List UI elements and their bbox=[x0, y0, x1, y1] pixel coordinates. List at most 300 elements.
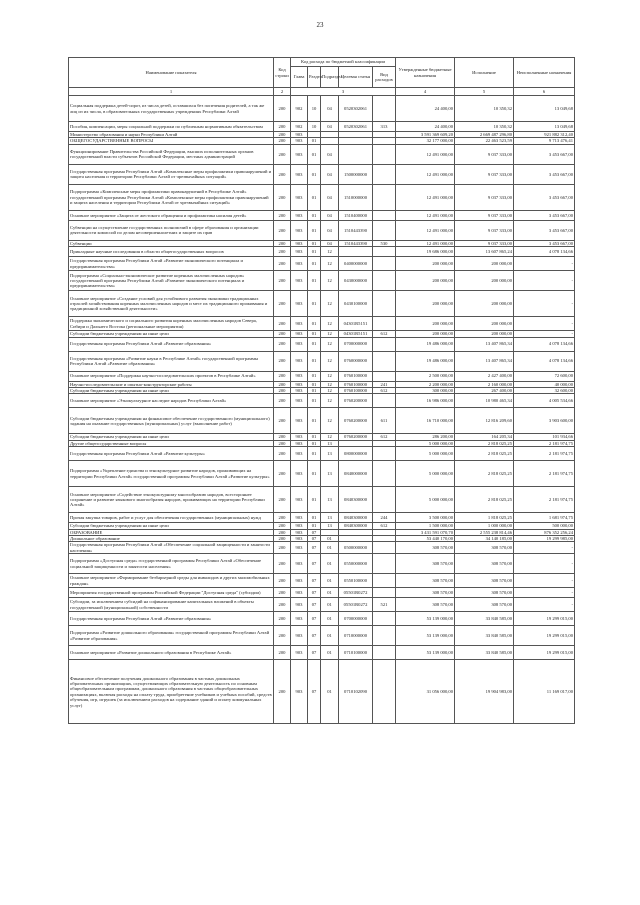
row-vr bbox=[373, 247, 396, 257]
row-executed: 2 818 025,25 bbox=[455, 461, 514, 487]
row-approved: 3 500 000,00 bbox=[396, 513, 455, 523]
row-name: Прочая закупка товаров, работ и услуг для обеспечения государственных (муниципальных) нужд bbox=[69, 513, 274, 523]
row-csr: 1510400000 bbox=[339, 210, 373, 220]
row-approved: 3 431 591 070,70 bbox=[396, 529, 455, 535]
row-csr bbox=[339, 247, 373, 257]
row-unexecuted: 3 453 667,00 bbox=[514, 220, 575, 240]
row-razdel: 01 bbox=[308, 440, 321, 446]
row-vr bbox=[373, 371, 396, 381]
row-vr bbox=[373, 447, 396, 461]
row-name: Государственная программа Республики Алтай «Комплексные меры профилактики правонарушений и защита населения и территории Республики Алтай от чрезвычайных ситуаций» bbox=[69, 164, 274, 184]
row-podrazdel: 01 bbox=[321, 612, 339, 626]
row-vr bbox=[373, 164, 396, 184]
row-executed: 2 160 000,00 bbox=[455, 381, 514, 387]
row-vr: 612 bbox=[373, 331, 396, 337]
row-unexecuted: 876 352 256,24 bbox=[514, 529, 575, 535]
row-podrazdel: 13 bbox=[321, 513, 339, 523]
row-approved: 19 486 000,00 bbox=[396, 337, 455, 351]
row-razdel: 01 bbox=[308, 240, 321, 246]
row-razdel: 01 bbox=[308, 513, 321, 523]
row-glava: 903 bbox=[291, 291, 308, 317]
row-line-code: 200 bbox=[274, 388, 291, 394]
row-vr bbox=[373, 96, 396, 122]
row-line-code: 200 bbox=[274, 646, 291, 660]
table-row bbox=[69, 588, 575, 598]
row-glava: 903 bbox=[291, 271, 308, 291]
row-name: ОБЩЕГОСУДАРСТВЕННЫЕ ВОПРОСЫ bbox=[69, 138, 274, 144]
row-glava: 902 bbox=[291, 96, 308, 122]
row-csr: 05501R0272 bbox=[339, 588, 373, 598]
row-name: Субвенции на осуществление государственных полномочий в сфере образования и организации деятельности комиссий по делам несовершеннолетних и защите их прав bbox=[69, 220, 274, 240]
row-unexecuted: 19 299 015,00 bbox=[514, 646, 575, 660]
row-approved: 308 570,00 bbox=[396, 554, 455, 574]
row-razdel: 01 bbox=[308, 381, 321, 387]
row-razdel: 01 bbox=[308, 184, 321, 210]
row-razdel: 01 bbox=[308, 434, 321, 440]
row-approved: 200 000,00 bbox=[396, 331, 455, 337]
row-approved: 19 486 000,00 bbox=[396, 351, 455, 371]
row-line-code: 200 bbox=[274, 394, 291, 408]
row-unexecuted: - bbox=[514, 257, 575, 271]
row-unexecuted: - bbox=[514, 317, 575, 331]
row-glava: 903 bbox=[291, 513, 308, 523]
table-row bbox=[69, 487, 575, 513]
row-line-code: 200 bbox=[274, 144, 291, 164]
row-vr bbox=[373, 461, 396, 487]
row-line-code: 200 bbox=[274, 271, 291, 291]
row-approved: 32 177 000,00 bbox=[396, 138, 455, 144]
row-approved: 12 491 000,00 bbox=[396, 144, 455, 164]
row-approved: 16 710 000,00 bbox=[396, 408, 455, 434]
row-podrazdel: 04 bbox=[321, 184, 339, 210]
row-podrazdel: 01 bbox=[321, 598, 339, 612]
table-row bbox=[69, 554, 575, 574]
row-razdel: 01 bbox=[308, 487, 321, 513]
table-row bbox=[69, 574, 575, 588]
row-vr: 611 bbox=[373, 408, 396, 434]
row-podrazdel: 13 bbox=[321, 447, 339, 461]
row-csr: 0760100000 bbox=[339, 388, 373, 394]
row-razdel: 07 bbox=[308, 598, 321, 612]
row-vr bbox=[373, 487, 396, 513]
row-approved: 5 000 000,00 bbox=[396, 440, 455, 446]
header-name: Наименование показателя bbox=[69, 58, 274, 88]
row-razdel: 07 bbox=[308, 529, 321, 535]
row-name: Субсидии, за исключением субсидий на софинансирование капитальных вложений в объекты государственной (муниципальной) собственности bbox=[69, 598, 274, 612]
row-unexecuted: 9 713 476,41 bbox=[514, 138, 575, 144]
row-razdel: 10 bbox=[308, 96, 321, 122]
row-executed: 9 037 333,00 bbox=[455, 210, 514, 220]
row-executed: 2 818 025,25 bbox=[455, 447, 514, 461]
row-glava: 903 bbox=[291, 144, 308, 164]
row-vr bbox=[373, 271, 396, 291]
row-podrazdel: 12 bbox=[321, 271, 339, 291]
row-approved: 12 491 000,00 bbox=[396, 184, 455, 210]
row-approved: 12 491 000,00 bbox=[396, 164, 455, 184]
row-unexecuted: 32 600,00 bbox=[514, 388, 575, 394]
row-unexecuted: 101 934,66 bbox=[514, 434, 575, 440]
row-line-code: 200 bbox=[274, 440, 291, 446]
row-razdel: 07 bbox=[308, 588, 321, 598]
row-glava: 903 bbox=[291, 612, 308, 626]
row-name: Государственная программа Республики Алтай «Развитие образования» bbox=[69, 337, 274, 351]
row-csr: 0550000000 bbox=[339, 554, 373, 574]
row-executed: 13 407 865,34 bbox=[455, 337, 514, 351]
row-glava: 903 bbox=[291, 220, 308, 240]
row-vr bbox=[373, 337, 396, 351]
row-name: Основное мероприятие «Формирование безбарьерной среды для инвалидов и других маломобильных граждан» bbox=[69, 574, 274, 588]
row-line-code: 200 bbox=[274, 487, 291, 513]
row-unexecuted: 2 181 974,75 bbox=[514, 461, 575, 487]
row-unexecuted: 2 181 974,75 bbox=[514, 487, 575, 513]
row-executed: 2 555 238 814,46 bbox=[455, 529, 514, 535]
row-razdel: 07 bbox=[308, 612, 321, 626]
row-podrazdel: 12 bbox=[321, 337, 339, 351]
row-podrazdel: 01 bbox=[321, 660, 339, 724]
row-name: Подпрограмма «Комплексные меры профилактики правонарушений в Республике Алтай» государственной программы Республики Алтай «Комплексные меры профилактики правонарушений и защита населения и территории Республики Алтай от чрезвычайных ситуаций» bbox=[69, 184, 274, 210]
row-executed: 9 037 333,00 bbox=[455, 144, 514, 164]
row-razdel: 01 bbox=[308, 447, 321, 461]
row-approved: 53 440 170,00 bbox=[396, 536, 455, 542]
row-glava: 903 bbox=[291, 331, 308, 337]
row-glava: 903 bbox=[291, 408, 308, 434]
row-vr bbox=[373, 542, 396, 554]
row-glava: 903 bbox=[291, 132, 308, 138]
row-unexecuted: 72 600,00 bbox=[514, 371, 575, 381]
table-row bbox=[69, 351, 575, 371]
row-unexecuted: 4 078 134,66 bbox=[514, 351, 575, 371]
row-line-code: 200 bbox=[274, 220, 291, 240]
row-csr: 04301R5151 bbox=[339, 331, 373, 337]
row-csr: 0760100000 bbox=[339, 381, 373, 387]
row-razdel: 01 bbox=[308, 291, 321, 317]
row-csr: 0840000000 bbox=[339, 461, 373, 487]
row-podrazdel: 01 bbox=[321, 536, 339, 542]
row-executed: 34 140 185,00 bbox=[455, 536, 514, 542]
row-approved: 5 000 000,00 bbox=[396, 461, 455, 487]
row-executed: 200 000,00 bbox=[455, 331, 514, 337]
table-row bbox=[69, 513, 575, 523]
row-glava: 903 bbox=[291, 394, 308, 408]
row-razdel: 01 bbox=[308, 271, 321, 291]
row-name: Субсидии бюджетным учреждениям на иные цели bbox=[69, 523, 274, 529]
table-row bbox=[69, 257, 575, 271]
row-line-code: 200 bbox=[274, 122, 291, 132]
row-executed: 10 350,32 bbox=[455, 122, 514, 132]
row-vr bbox=[373, 394, 396, 408]
row-unexecuted: 3 453 667,00 bbox=[514, 184, 575, 210]
row-name: Мероприятия государственной программы Российской Федерации "Доступная среда" (субсидии) bbox=[69, 588, 274, 598]
row-executed: 308 570,00 bbox=[455, 598, 514, 612]
row-razdel: 07 bbox=[308, 574, 321, 588]
row-vr: 244 bbox=[373, 513, 396, 523]
row-executed: 10 350,32 bbox=[455, 96, 514, 122]
row-glava: 903 bbox=[291, 461, 308, 487]
row-glava: 903 bbox=[291, 523, 308, 529]
row-line-code: 200 bbox=[274, 574, 291, 588]
row-csr: 05501R0272 bbox=[339, 598, 373, 612]
row-name: Социальная поддержка детей-сирот, из числа детей, оставшихся без попечения родителей, а так же лиц из их числа, в образовательных государственных учреждениях Республики Алтай bbox=[69, 96, 274, 122]
row-executed: 12 816 209,60 bbox=[455, 408, 514, 434]
row-line-code: 200 bbox=[274, 612, 291, 626]
row-vr: 612 bbox=[373, 523, 396, 529]
row-name: Субсидии бюджетным учреждениям на иные цели bbox=[69, 434, 274, 440]
row-executed: 9 037 333,00 bbox=[455, 184, 514, 210]
row-podrazdel: 12 bbox=[321, 257, 339, 271]
table-body bbox=[69, 96, 575, 724]
row-line-code: 200 bbox=[274, 247, 291, 257]
row-unexecuted: 40 000,00 bbox=[514, 381, 575, 387]
row-executed: 1 000 000,00 bbox=[455, 523, 514, 529]
table-row bbox=[69, 184, 575, 210]
row-executed: 10 980 465,34 bbox=[455, 394, 514, 408]
row-razdel: 07 bbox=[308, 626, 321, 646]
row-csr: 0760100000 bbox=[339, 371, 373, 381]
header-podrazdel: Подраздел bbox=[321, 67, 339, 88]
row-name: Подпрограмма «Доступная среда» государственной программы Республики Алтай «Обеспечение социальной защищенности и занятости населения» bbox=[69, 554, 274, 574]
row-glava: 903 bbox=[291, 184, 308, 210]
row-name: Другие общегосударственные вопросы bbox=[69, 440, 274, 446]
row-executed: 33 840 585,00 bbox=[455, 612, 514, 626]
row-podrazdel: 13 bbox=[321, 523, 339, 529]
row-line-code: 200 bbox=[274, 461, 291, 487]
row-approved: 53 139 000,00 bbox=[396, 612, 455, 626]
row-name: Основное мероприятие «Развитие дошкольного образования в Республике Алтай» bbox=[69, 646, 274, 660]
row-glava: 903 bbox=[291, 388, 308, 394]
table-row bbox=[69, 542, 575, 554]
row-razdel: 07 bbox=[308, 554, 321, 574]
row-podrazdel: 13 bbox=[321, 487, 339, 513]
row-approved: 31 056 000,00 bbox=[396, 660, 455, 724]
row-csr: 0550100000 bbox=[339, 574, 373, 588]
row-csr: 0500000000 bbox=[339, 542, 373, 554]
row-executed: 200 000,00 bbox=[455, 271, 514, 291]
row-unexecuted: 11 169 017,00 bbox=[514, 660, 575, 724]
row-name: Основное мероприятие «Поддержка научно-исследовательских проектов в Республике Алтай» bbox=[69, 371, 274, 381]
row-razdel: 01 bbox=[308, 388, 321, 394]
table-row bbox=[69, 371, 575, 381]
row-executed: 308 570,00 bbox=[455, 588, 514, 598]
row-razdel: 01 bbox=[308, 337, 321, 351]
row-executed: 13 407 865,34 bbox=[455, 351, 514, 371]
row-podrazdel: 04 bbox=[321, 220, 339, 240]
row-podrazdel: 01 bbox=[321, 542, 339, 554]
row-podrazdel: 12 bbox=[321, 394, 339, 408]
row-executed: 2 427 400,00 bbox=[455, 371, 514, 381]
row-glava: 903 bbox=[291, 434, 308, 440]
row-glava: 903 bbox=[291, 529, 308, 535]
table-row bbox=[69, 291, 575, 317]
row-name: ОБРАЗОВАНИЕ bbox=[69, 529, 274, 535]
header-csr: Целевая статья bbox=[339, 67, 373, 88]
row-executed: 200 000,00 bbox=[455, 257, 514, 271]
row-csr: 0800000000 bbox=[339, 447, 373, 461]
row-csr: 1510443390 bbox=[339, 240, 373, 246]
row-line-code: 200 bbox=[274, 660, 291, 724]
row-glava: 902 bbox=[291, 122, 308, 132]
row-vr bbox=[373, 184, 396, 210]
row-line-code: 200 bbox=[274, 588, 291, 598]
row-approved: 200 000,00 bbox=[396, 317, 455, 331]
table-row bbox=[69, 210, 575, 220]
row-line-code: 200 bbox=[274, 513, 291, 523]
row-approved: 5 000 000,00 bbox=[396, 487, 455, 513]
row-executed: 33 840 585,00 bbox=[455, 626, 514, 646]
row-name: Финансовое обеспечение получения дошкольного образования в частных дошкольных образовательных организациях, осуществляющих образовательную деятельность по основным общеобразовательным программам, дошкольного образования в частных общеобразовательных организациях, включая расходы на оплату труда, приобретение учебников и учебных пособий, средств обучения, игр, игрушек (за исключением расходов на содержание зданий и оплату коммунальных услуг) bbox=[69, 660, 274, 724]
row-vr bbox=[373, 220, 396, 240]
row-csr: 0520302061 bbox=[339, 122, 373, 132]
row-name: Государственная программа Республики Алтай «Обеспечение социальной защищенности и занятости населения» bbox=[69, 542, 274, 554]
row-podrazdel: 12 bbox=[321, 408, 339, 434]
row-approved: 300 000,00 bbox=[396, 388, 455, 394]
row-podrazdel: 04 bbox=[321, 210, 339, 220]
row-glava: 903 bbox=[291, 440, 308, 446]
row-razdel: 07 bbox=[308, 536, 321, 542]
row-unexecuted: 2 181 974,75 bbox=[514, 447, 575, 461]
row-glava: 903 bbox=[291, 588, 308, 598]
row-executed: 9 037 333,00 bbox=[455, 164, 514, 184]
row-executed: 19 904 983,00 bbox=[455, 660, 514, 724]
row-unexecuted: 19 299 985,00 bbox=[514, 536, 575, 542]
row-csr: 0760200000 bbox=[339, 434, 373, 440]
row-name: Государственная программа «Развитие науки в Республике Алтай» государственной программы Республики Алтай «Развитие образования» bbox=[69, 351, 274, 371]
row-executed: 267 400,00 bbox=[455, 388, 514, 394]
row-csr: 1510443390 bbox=[339, 220, 373, 240]
row-line-code: 200 bbox=[274, 138, 291, 144]
row-glava: 903 bbox=[291, 381, 308, 387]
row-glava: 903 bbox=[291, 574, 308, 588]
row-approved: 286 200,00 bbox=[396, 434, 455, 440]
row-name: Субвенции bbox=[69, 240, 274, 246]
row-name: Основное мероприятие «Этнокультурное наследие народов Республики Алтай» bbox=[69, 394, 274, 408]
row-csr: 0760200000 bbox=[339, 394, 373, 408]
row-name: Прикладные научные исследования в области общегосударственных вопросов bbox=[69, 247, 274, 257]
row-csr: 0840300000 bbox=[339, 523, 373, 529]
row-unexecuted: - bbox=[514, 588, 575, 598]
row-approved: 1 500 000,00 bbox=[396, 523, 455, 529]
row-podrazdel: 01 bbox=[321, 626, 339, 646]
row-csr: 0430100000 bbox=[339, 291, 373, 317]
row-executed: 9 037 333,00 bbox=[455, 240, 514, 246]
row-unexecuted: 3 453 667,00 bbox=[514, 144, 575, 164]
row-vr: 241 bbox=[373, 381, 396, 387]
row-unexecuted: 13 049,68 bbox=[514, 96, 575, 122]
row-glava: 903 bbox=[291, 351, 308, 371]
row-unexecuted: 3 903 600,00 bbox=[514, 408, 575, 434]
row-podrazdel: 04 bbox=[321, 164, 339, 184]
row-line-code: 200 bbox=[274, 291, 291, 317]
table-row bbox=[69, 271, 575, 291]
row-vr: 521 bbox=[373, 598, 396, 612]
row-razdel: 01 bbox=[308, 164, 321, 184]
header-col-1: 1 bbox=[69, 88, 274, 96]
row-unexecuted: 500 000,00 bbox=[514, 523, 575, 529]
row-podrazdel: 01 bbox=[321, 588, 339, 598]
row-csr: 0520302061 bbox=[339, 96, 373, 122]
row-name: Основное мероприятие «Содействие этнокультурному многообразию народов, всестороннее сохранение и развитие языкового многообразия народов, проживающих на территории Республики Алтай» bbox=[69, 487, 274, 513]
row-razdel: 01 bbox=[308, 138, 321, 144]
row-name: Государственная программа Республики Алтай «Развитие культуры» bbox=[69, 447, 274, 461]
row-name: Пособия, компенсации, меры социальной поддержки по публичным нормативным обязательствам bbox=[69, 122, 274, 132]
row-csr bbox=[339, 144, 373, 164]
row-razdel: 01 bbox=[308, 257, 321, 271]
row-glava: 903 bbox=[291, 554, 308, 574]
row-razdel: 01 bbox=[308, 394, 321, 408]
row-razdel: 01 bbox=[308, 247, 321, 257]
table-row bbox=[69, 317, 575, 331]
row-approved: 24 400,00 bbox=[396, 96, 455, 122]
row-approved: 308 570,00 bbox=[396, 574, 455, 588]
row-podrazdel: 01 bbox=[321, 574, 339, 588]
row-csr: 0710000000 bbox=[339, 626, 373, 646]
header-col-6: 6 bbox=[514, 88, 575, 96]
row-executed: 200 000,00 bbox=[455, 291, 514, 317]
row-glava: 903 bbox=[291, 646, 308, 660]
table-row bbox=[69, 408, 575, 434]
table-row bbox=[69, 122, 575, 132]
row-name: Основное мероприятие «Защита от жестокого обращения и профилактика насилия детей» bbox=[69, 210, 274, 220]
row-name: Государственная программа Республики Алтай «Развитие экономического потенциала и предпринимательства» bbox=[69, 257, 274, 271]
row-csr: 0760200000 bbox=[339, 408, 373, 434]
row-executed: 308 570,00 bbox=[455, 554, 514, 574]
row-executed: 308 570,00 bbox=[455, 542, 514, 554]
row-glava: 903 bbox=[291, 257, 308, 271]
row-approved: 12 491 000,00 bbox=[396, 210, 455, 220]
row-unexecuted: 3 453 667,00 bbox=[514, 240, 575, 246]
table-row bbox=[69, 394, 575, 408]
header-razdel: Раздел bbox=[308, 67, 321, 88]
row-line-code: 200 bbox=[274, 542, 291, 554]
row-name: Подпрограмма «Развитие дошкольного образования» государственной программы Республики Алтай «Развитие образования» bbox=[69, 626, 274, 646]
row-podrazdel: 01 bbox=[321, 646, 339, 660]
header-line-code: Код строки bbox=[274, 58, 291, 88]
row-unexecuted: - bbox=[514, 542, 575, 554]
row-csr: 0400000000 bbox=[339, 257, 373, 271]
header-col-4: 4 bbox=[396, 88, 455, 96]
row-vr bbox=[373, 554, 396, 574]
row-podrazdel: 12 bbox=[321, 371, 339, 381]
row-approved: 308 570,00 bbox=[396, 598, 455, 612]
row-executed: 308 570,00 bbox=[455, 574, 514, 588]
row-executed: 13 607 865,24 bbox=[455, 247, 514, 257]
row-line-code: 200 bbox=[274, 337, 291, 351]
row-glava: 903 bbox=[291, 487, 308, 513]
row-csr: 0840300000 bbox=[339, 513, 373, 523]
row-razdel: 01 bbox=[308, 371, 321, 381]
row-approved: 12 491 000,00 bbox=[396, 240, 455, 246]
row-unexecuted: - bbox=[514, 291, 575, 317]
row-line-code: 200 bbox=[274, 96, 291, 122]
row-podrazdel: 12 bbox=[321, 291, 339, 317]
row-name: Поддержка экономического и социального развития коренных малочисленных народов Севера, Сибири и Дальнего Востока (региональные мероприятия) bbox=[69, 317, 274, 331]
row-vr bbox=[373, 626, 396, 646]
row-razdel: 01 bbox=[308, 461, 321, 487]
row-podrazdel: 01 bbox=[321, 554, 339, 574]
header-approved: Утвержденные бюджетные назначения bbox=[396, 58, 455, 88]
row-line-code: 200 bbox=[274, 554, 291, 574]
row-approved: 24 400,00 bbox=[396, 122, 455, 132]
row-line-code: 200 bbox=[274, 626, 291, 646]
row-glava: 903 bbox=[291, 247, 308, 257]
table-row bbox=[69, 144, 575, 164]
row-name: Основное мероприятие «Создание условий для устойчивого развития экономики традиционных отраслей хозяйствования коренных малочисленных народов и мест их традиционного проживания и традиционной хозяйственной деятельности» bbox=[69, 291, 274, 317]
row-line-code: 200 bbox=[274, 240, 291, 246]
row-podrazdel: 04 bbox=[321, 144, 339, 164]
row-glava: 903 bbox=[291, 210, 308, 220]
row-unexecuted: 13 049,68 bbox=[514, 122, 575, 132]
row-line-code: 200 bbox=[274, 371, 291, 381]
row-glava: 903 bbox=[291, 626, 308, 646]
